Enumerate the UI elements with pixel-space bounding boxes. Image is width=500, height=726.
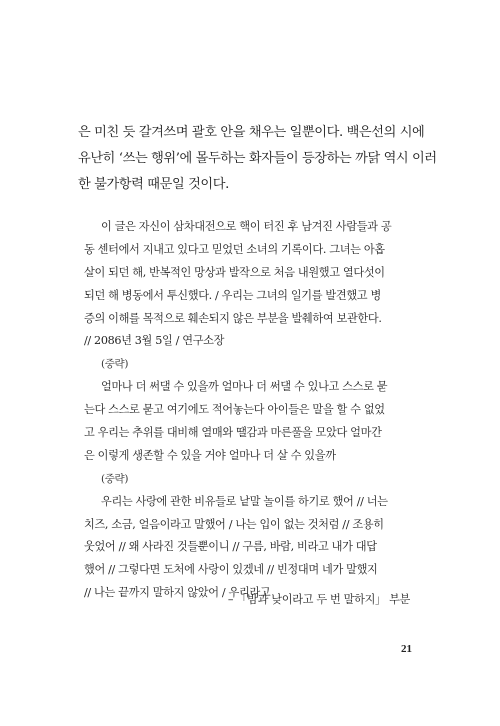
quote-line: 되던 해 병동에서 투신했다. / 우리는 그녀의 일기를 발견했고 병 bbox=[84, 288, 381, 302]
quote-line: 은 이렇게 생존할 수 있을 거야 얼마나 더 살 수 있을까 bbox=[84, 448, 336, 462]
intro-line: 한 불가항력 때문일 것이다. bbox=[78, 177, 229, 192]
quote-line: 우리는 사랑에 관한 비유들로 낱말 놀이를 하기로 했어 // 너는 bbox=[101, 494, 388, 508]
quote-line: 얼마나 더 써댈 수 있을까 얼마나 더 써댈 수 있나고 스스로 묻 bbox=[101, 380, 388, 394]
quote-line: 는다 스스로 묻고 여기에도 적어놓는다 아이들은 말을 할 수 없었 bbox=[84, 403, 385, 417]
quote-line: // 2086년 3월 5일 / 연구소장 bbox=[84, 334, 225, 348]
quote-line: 동 센터에서 지내고 있다고 믿었던 소녀의 기록이다. 그녀는 아홉 bbox=[84, 242, 385, 256]
quote-line: 살이 되던 해, 반복적인 망상과 발작으로 처음 내원했고 열다섯이 bbox=[84, 265, 385, 279]
intro-line: 은 미친 듯 갈겨쓰며 괄호 안을 채우는 일뿐이다. 백은선의 시에 bbox=[78, 125, 425, 140]
quote-line: 했어 // 그렇다면 도처에 사랑이 있겠네 // 빈정대며 네가 말했지 bbox=[84, 563, 378, 577]
intro-paragraph bbox=[78, 120, 437, 198]
quote-line: 고 우리는 추위를 대비해 열매와 땔감과 마른풀을 모았다 얼마간 bbox=[84, 426, 382, 440]
quote-line: // 나는 끝까지 말하지 않았어 / 우리라고 bbox=[84, 586, 271, 600]
quote-attribution: – 「밤과 낮이라고 두 번 말하지」 부분 bbox=[227, 593, 410, 606]
quote-line: 이 글은 자신이 삼차대전으로 핵이 터진 후 남겨진 사람들과 공 bbox=[101, 220, 392, 233]
block-quote bbox=[84, 216, 410, 605]
quote-line: 치즈, 소금, 얼음이라고 말했어 / 나는 입이 없는 것처럼 // 조용히 bbox=[84, 517, 384, 531]
quote-line: 웃었어 // 왜 사라진 것들뿐이니 // 구름, 바람, 비라고 내가 대답 bbox=[84, 540, 377, 554]
page-number: 21 bbox=[401, 643, 412, 655]
omission-marker: (중략) bbox=[101, 472, 129, 485]
quote-line: 증의 이해를 목적으로 훼손되지 않은 부분을 발췌하여 보관한다. bbox=[84, 311, 382, 325]
intro-line: 유난히 ‘쓰는 행위’에 몰두하는 화자들이 등장하는 까닭 역시 이러 bbox=[78, 151, 437, 166]
omission-marker: (중략) bbox=[101, 358, 129, 371]
